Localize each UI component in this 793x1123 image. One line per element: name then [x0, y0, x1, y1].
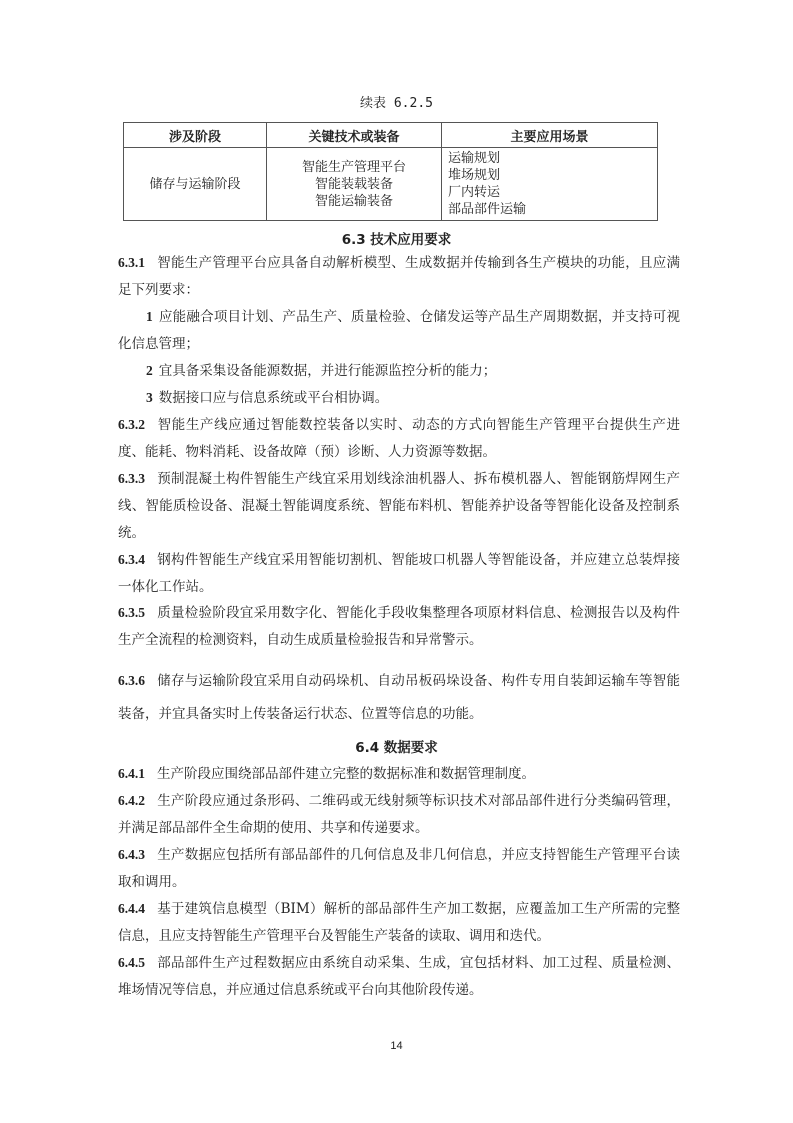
section-heading-6-3: 6.3 技术应用要求 [341, 232, 452, 248]
clause-6-4-1 [118, 760, 680, 788]
table-row [124, 148, 658, 221]
tech-item: 智能运输装备 [314, 193, 393, 209]
page-number: 14 [390, 1040, 403, 1052]
clause-6-3-3 [118, 465, 680, 547]
cell-scenes [442, 148, 658, 221]
clause-text: 储存与运输阶段宜采用自动码垛机、自动吊板码垛设备、构件专用自装卸运输车等智能装备，并宜具备实时上传装备运行状态、位置等信息的功能。 [118, 673, 680, 722]
clause-number: 6.3.5 [118, 605, 145, 620]
clause-6-3-1 [118, 249, 680, 304]
clause-6-3-5 [118, 599, 680, 654]
header-tech: 关键技术或装备 [267, 123, 442, 148]
table-header-row [124, 123, 658, 148]
clause-text: 基于建筑信息模型（BIM）解析的部品部件生产加工数据，应覆盖加工生产所需的完整信息，且应支持智能生产管理平台及智能生产装备的读取、调用和迭代。 [118, 901, 680, 944]
clause-text: 智能生产线应通过智能数控装备以实时、动态的方式向智能生产管理平台提供生产进度、能耗、物料消耗、设备故障（预）诊断、人力资源等数据。 [118, 417, 680, 460]
clause-number: 6.3.1 [118, 255, 145, 270]
clause-text: 部品部件生产过程数据应由系统自动采集、生成，宜包括材料、加工过程、质量检测、堆场情况等信息，并应通过信息系统或平台向其他阶段传递。 [118, 955, 680, 998]
clause-6-3-4 [118, 546, 680, 601]
clause-number: 6.4.2 [118, 793, 145, 808]
header-scenes: 主要应用场景 [442, 123, 658, 148]
section-heading-6-4: 6.4 数据要求 [355, 740, 438, 756]
clause-number: 6.4.3 [118, 847, 145, 862]
clause-text: 生产阶段应通过条形码、二维码或无线射频等标识技术对部品部件进行分类编码管理，并满足部品部件全生命期的使用、共享和传递要求。 [118, 793, 680, 836]
scene-item: 运输规划 [448, 151, 501, 166]
list-item-3 [118, 384, 680, 412]
list-item-1 [118, 303, 680, 358]
clause-6-4-3 [118, 841, 680, 896]
clause-6-3-2 [118, 411, 680, 466]
stage-table [123, 122, 658, 221]
scene-item: 部品部件运输 [448, 202, 527, 217]
clause-number: 6.3.2 [118, 417, 145, 432]
scene-item: 厂内转运 [448, 185, 501, 200]
clause-number: 6.4.1 [118, 766, 145, 781]
clause-6-4-5 [118, 949, 680, 1004]
item-number: 2 [146, 363, 153, 378]
clause-number: 6.4.5 [118, 955, 145, 970]
header-stage: 涉及阶段 [124, 123, 267, 148]
cell-tech [267, 148, 442, 221]
clause-number: 6.3.4 [118, 552, 145, 567]
tech-item: 智能装载装备 [314, 176, 393, 192]
cell-stage: 储存与运输阶段 [124, 148, 267, 221]
clause-text: 钢构件智能生产线宜采用智能切割机、智能坡口机器人等智能设备，并应建立总装焊接一体化工作站。 [118, 552, 680, 595]
scene-item: 堆场规划 [448, 168, 501, 183]
clause-number: 6.3.3 [118, 471, 145, 486]
clause-6-4-2 [118, 787, 680, 842]
item-number: 3 [146, 390, 153, 405]
item-text: 应能融合项目计划、产品生产、质量检验、仓储发运等产品生产周期数据，并支持可视化信息管理； [118, 309, 680, 352]
item-text: 宜具备采集设备能源数据，并进行能源监控分析的能力； [158, 363, 497, 379]
clause-text: 生产阶段应围绕部品部件建立完整的数据标准和数据管理制度。 [157, 766, 535, 782]
tech-item: 智能生产管理平台 [301, 159, 406, 175]
item-number: 1 [146, 309, 153, 324]
clause-number: 6.3.6 [118, 673, 145, 688]
clause-text: 生产数据应包括所有部品部件的几何信息及非几何信息，并应支持智能生产管理平台读取和调用。 [118, 847, 680, 890]
clause-text: 质量检验阶段宜采用数字化、智能化手段收集整理各项原材料信息、检测报告以及构件生产全流程的检测资料，自动生成质量检验报告和异常警示。 [118, 605, 680, 648]
clause-number: 6.4.4 [118, 901, 145, 916]
table-caption: 续表 6.2.5 [360, 96, 433, 111]
clause-6-4-4 [118, 895, 680, 950]
clause-6-3-6 [118, 664, 680, 731]
list-item-2 [118, 357, 680, 385]
clause-text: 智能生产管理平台应具备自动解析模型、生成数据并传输到各生产模块的功能，且应满足下列要求： [118, 255, 680, 298]
clause-text: 预制混凝土构件智能生产线宜采用划线涂油机器人、拆布模机器人、智能钢筋焊网生产线、智能质检设备、混凝土智能调度系统、智能布料机、智能养护设备等智能化设备及控制系统。 [118, 471, 680, 541]
item-text: 数据接口应与信息系统或平台相协调。 [158, 390, 389, 406]
